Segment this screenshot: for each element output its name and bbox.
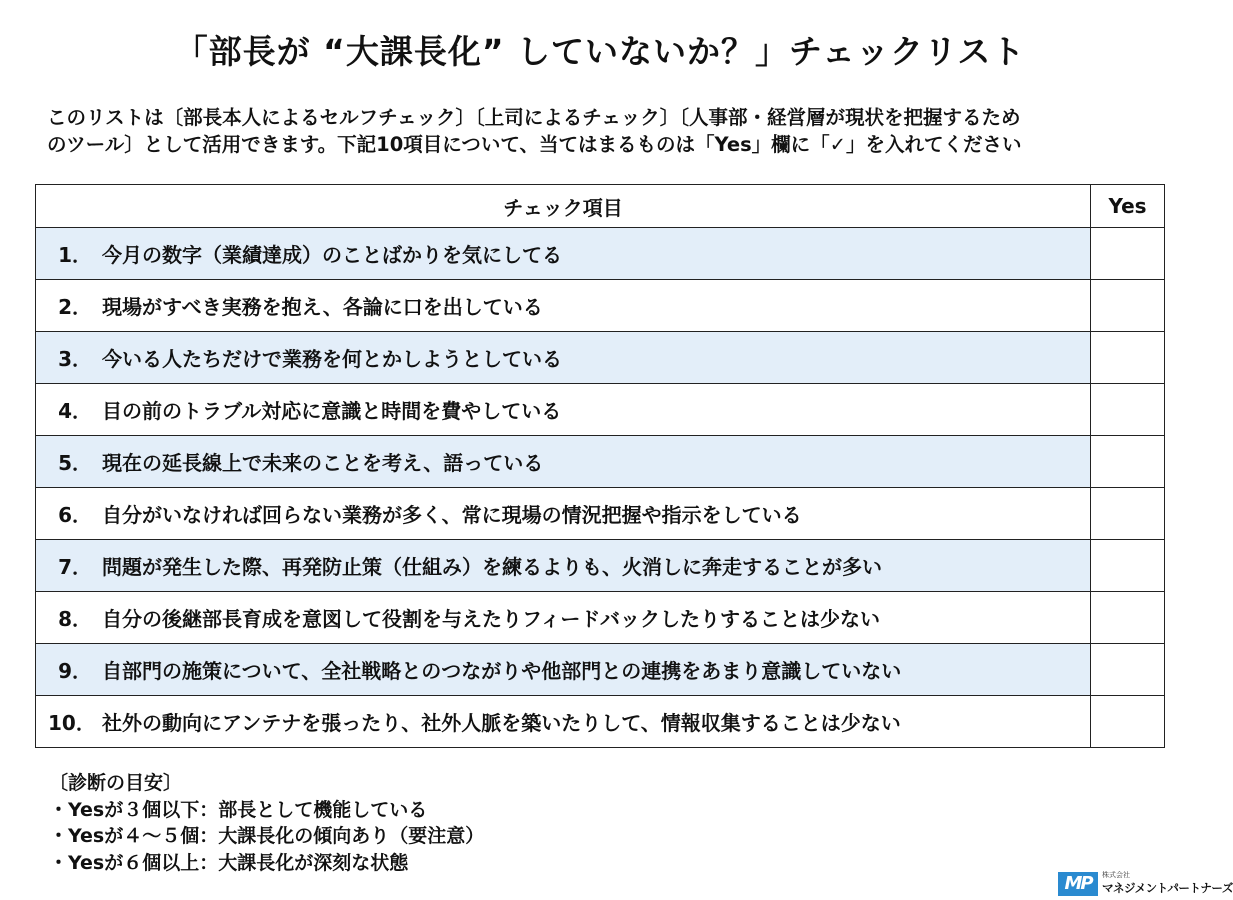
yes-cell-4[interactable]: [1091, 384, 1165, 436]
intro-line-1: このリストは〔部長本人によるセルフチェック〕〔上司によるチェック〕〔人事部・経営層が現状を把握するため: [47, 106, 1021, 129]
check-item-10: [36, 696, 1091, 748]
table-row: [36, 280, 1165, 332]
table-row: [36, 332, 1165, 384]
check-item-9: [36, 644, 1091, 696]
table-row: [36, 540, 1165, 592]
header-yes: Yes: [1091, 185, 1165, 228]
yes-cell-8[interactable]: [1091, 592, 1165, 644]
table-row: [36, 228, 1165, 280]
item-number: 9．: [58, 659, 92, 683]
intro-text: [47, 104, 1167, 158]
legend-item: ・Yesが３個以下：部長として機能している: [49, 798, 428, 821]
item-number: 3．: [58, 347, 92, 371]
table-row: [36, 488, 1165, 540]
logo-mark: MP: [1058, 872, 1098, 896]
check-item-8: [36, 592, 1091, 644]
table-header-row: [36, 185, 1165, 228]
yes-cell-2[interactable]: [1091, 280, 1165, 332]
item-text: 今月の数字（業績達成）のことばかりを気にしてる: [102, 243, 562, 267]
item-number: 10．: [48, 711, 96, 735]
check-item-6: [36, 488, 1091, 540]
diagnosis-legend: [49, 770, 484, 876]
legend-item: ・Yesが４～５個：大課長化の傾向あり（要注意）: [49, 825, 485, 847]
company-logo: [1058, 870, 1233, 898]
intro-line-2: のツール〕として活用できます。下記10項目について、当てはまるものは「Yes」欄に「✓」を入れてください: [47, 133, 1022, 156]
page-title: 「部長が “大課長化” していないか？」チェックリスト: [174, 32, 1026, 71]
table-row: [36, 696, 1165, 748]
logo-small-text: 株式会社: [1102, 871, 1130, 879]
header-check-item: チェック項目: [36, 185, 1091, 228]
item-text: 自分の後継部長育成を意図して役割を与えたりフィードバックしたりすることは少ない: [102, 607, 880, 631]
yes-cell-1[interactable]: [1091, 228, 1165, 280]
check-item-3: [36, 332, 1091, 384]
item-number: 6．: [58, 503, 92, 527]
item-text: 目の前のトラブル対応に意識と時間を費やしている: [102, 399, 562, 423]
item-number: 2．: [58, 295, 92, 319]
yes-cell-3[interactable]: [1091, 332, 1165, 384]
check-item-2: [36, 280, 1091, 332]
legend-heading: 〔診断の目安〕: [49, 772, 183, 794]
check-item-4: [36, 384, 1091, 436]
yes-cell-5[interactable]: [1091, 436, 1165, 488]
item-text: 今いる人たちだけで業務を何とかしようとしている: [102, 347, 562, 371]
table-row: [36, 592, 1165, 644]
item-number: 8．: [58, 607, 92, 631]
item-text: 自分がいなければ回らない業務が多く、常に現場の情況把握や指示をしている: [102, 503, 802, 527]
item-text: 問題が発生した際、再発防止策（仕組み）を練るよりも、火消しに奔走することが多い: [102, 555, 882, 579]
table-row: [36, 644, 1165, 696]
item-text: 社外の動向にアンテナを張ったり、社外人脈を築いたりして、情報収集することは少ない: [102, 711, 901, 735]
yes-cell-6[interactable]: [1091, 488, 1165, 540]
item-text: 自部門の施策について、全社戦略とのつながりや他部門との連携をあまり意識していない: [102, 659, 902, 683]
check-item-1: [36, 228, 1091, 280]
yes-cell-10[interactable]: [1091, 696, 1165, 748]
item-text: 現場がすべき実務を抱え、各論に口を出している: [102, 295, 543, 319]
table-row: [36, 384, 1165, 436]
legend-item: ・Yesが６個以上：大課長化が深刻な状態: [49, 851, 409, 874]
yes-cell-9[interactable]: [1091, 644, 1165, 696]
check-item-5: [36, 436, 1091, 488]
item-number: 4．: [58, 399, 92, 423]
checklist-table: [35, 184, 1165, 748]
logo-company-name: マネジメントパートナーズ: [1102, 881, 1233, 895]
item-number: 5．: [58, 451, 92, 475]
check-item-7: [36, 540, 1091, 592]
item-number: 1．: [58, 243, 92, 267]
item-text: 現在の延長線上で未来のことを考え、語っている: [102, 451, 544, 475]
item-number: 7．: [58, 555, 92, 579]
table-row: [36, 436, 1165, 488]
yes-cell-7[interactable]: [1091, 540, 1165, 592]
